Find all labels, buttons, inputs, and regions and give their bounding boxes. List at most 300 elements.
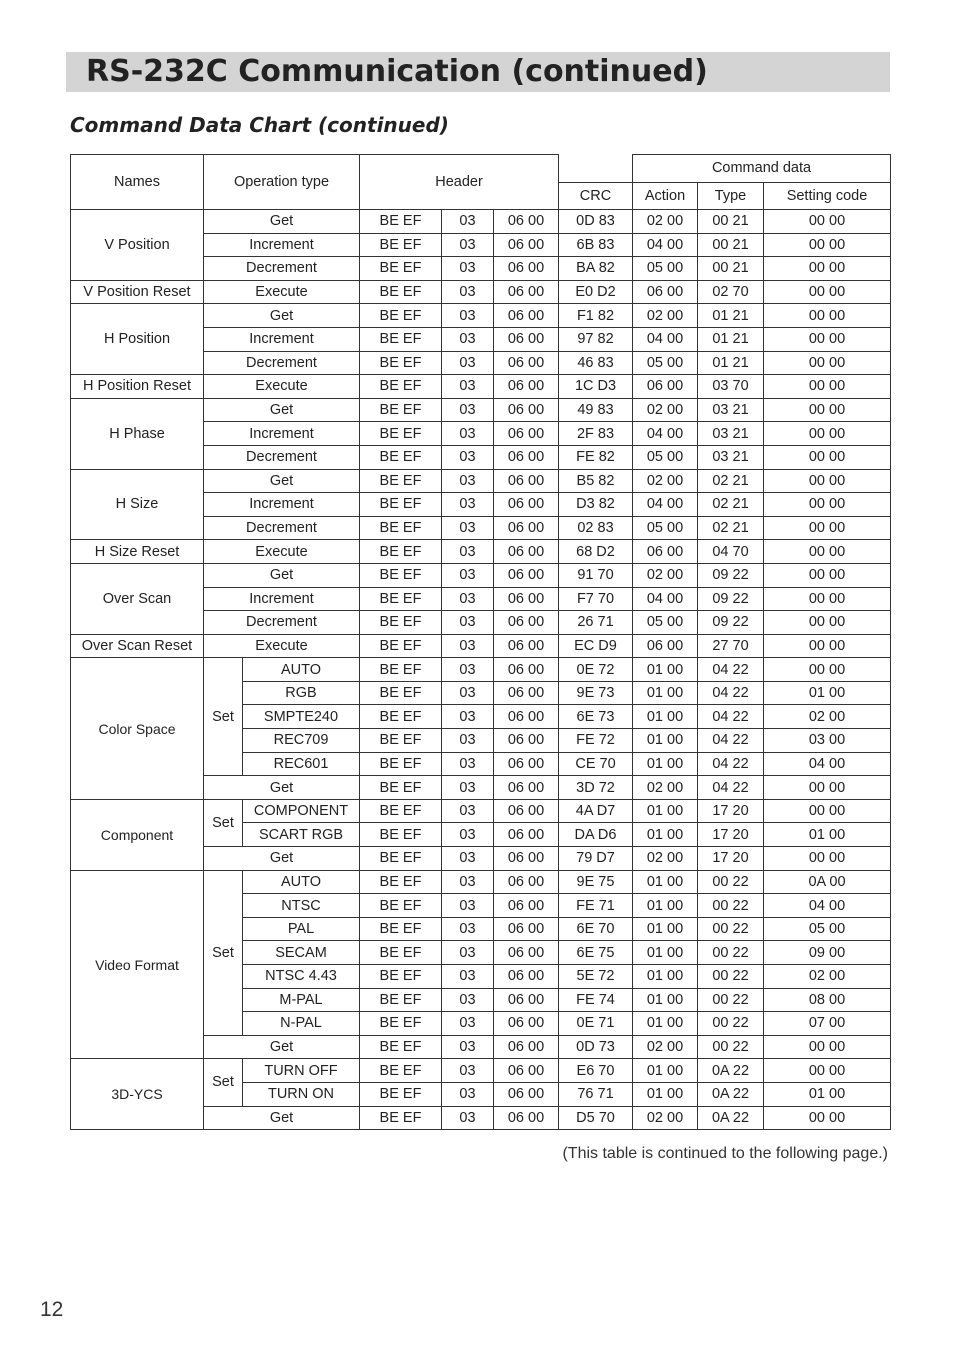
crc-cell: 6E 70 <box>559 917 633 941</box>
item-name-cell: Over Scan Reset <box>71 634 204 658</box>
header-byte-1-cell: BE EF <box>360 1012 442 1036</box>
crc-cell: 26 71 <box>559 611 633 635</box>
header-byte-3-cell: 06 00 <box>494 799 559 823</box>
header-byte-1-cell: BE EF <box>360 304 442 328</box>
setting-code-cell: 00 00 <box>764 563 891 587</box>
action-cell: 02 00 <box>633 1035 698 1059</box>
header-byte-3-cell: 06 00 <box>494 1035 559 1059</box>
action-cell: 04 00 <box>633 587 698 611</box>
action-cell: 04 00 <box>633 233 698 257</box>
crc-cell: 4A D7 <box>559 799 633 823</box>
header-byte-3-cell: 06 00 <box>494 257 559 281</box>
header-byte-2-cell: 03 <box>442 1012 494 1036</box>
operation-type-cell: Increment <box>204 233 360 257</box>
operation-type-cell: Get <box>204 1106 360 1130</box>
header-byte-2-cell: 03 <box>442 870 494 894</box>
type-cell: 00 22 <box>698 988 764 1012</box>
set-option-cell: REC601 <box>243 752 360 776</box>
type-cell: 03 21 <box>698 445 764 469</box>
action-cell: 01 00 <box>633 988 698 1012</box>
type-cell: 01 21 <box>698 304 764 328</box>
header-byte-1-cell: BE EF <box>360 469 442 493</box>
type-cell: 03 21 <box>698 398 764 422</box>
header-byte-3-cell: 06 00 <box>494 540 559 564</box>
set-option-cell: M-PAL <box>243 988 360 1012</box>
setting-code-cell: 00 00 <box>764 634 891 658</box>
action-cell: 01 00 <box>633 941 698 965</box>
type-cell: 0A 22 <box>698 1082 764 1106</box>
header-byte-1-cell: BE EF <box>360 894 442 918</box>
action-cell: 04 00 <box>633 493 698 517</box>
crc-cell: 6B 83 <box>559 233 633 257</box>
operation-type-cell: Execute <box>204 540 360 564</box>
type-cell: 03 70 <box>698 375 764 399</box>
header-byte-1-cell: BE EF <box>360 611 442 635</box>
header-byte-3-cell: 06 00 <box>494 587 559 611</box>
crc-cell: D5 70 <box>559 1106 633 1130</box>
crc-cell: F1 82 <box>559 304 633 328</box>
table-row <box>71 375 891 399</box>
header-byte-1-cell: BE EF <box>360 257 442 281</box>
crc-cell: F7 70 <box>559 587 633 611</box>
header-byte-2-cell: 03 <box>442 280 494 304</box>
table-row <box>71 658 891 682</box>
table-row <box>71 210 891 234</box>
setting-code-cell: 00 00 <box>764 587 891 611</box>
set-option-cell: PAL <box>243 917 360 941</box>
set-option-cell: SCART RGB <box>243 823 360 847</box>
item-name-cell: H Size Reset <box>71 540 204 564</box>
operation-type-cell: Execute <box>204 280 360 304</box>
operation-type-cell: Increment <box>204 327 360 351</box>
table-row <box>71 870 891 894</box>
setting-code-cell: 00 00 <box>764 799 891 823</box>
header-byte-1-cell: BE EF <box>360 398 442 422</box>
header-row-1 <box>71 155 891 183</box>
header-byte-1-cell: BE EF <box>360 375 442 399</box>
type-cell: 04 22 <box>698 658 764 682</box>
header-byte-2-cell: 03 <box>442 847 494 871</box>
type-cell: 17 20 <box>698 847 764 871</box>
table-row <box>71 280 891 304</box>
set-option-cell: NTSC 4.43 <box>243 965 360 989</box>
type-cell: 27 70 <box>698 634 764 658</box>
operation-type-cell: Decrement <box>204 351 360 375</box>
type-cell: 04 22 <box>698 729 764 753</box>
setting-code-cell: 05 00 <box>764 917 891 941</box>
crc-cell: D3 82 <box>559 493 633 517</box>
page-number: 12 <box>40 1298 64 1321</box>
item-name-cell: Video Format <box>71 870 204 1059</box>
action-cell: 01 00 <box>633 894 698 918</box>
header-byte-3-cell: 06 00 <box>494 398 559 422</box>
header-byte-1-cell: BE EF <box>360 729 442 753</box>
setting-code-cell: 00 00 <box>764 1059 891 1083</box>
header-byte-1-cell: BE EF <box>360 1059 442 1083</box>
crc-cell: 91 70 <box>559 563 633 587</box>
action-cell: 01 00 <box>633 1059 698 1083</box>
setting-code-cell: 00 00 <box>764 847 891 871</box>
action-cell: 01 00 <box>633 658 698 682</box>
crc-cell: FE 82 <box>559 445 633 469</box>
action-cell: 04 00 <box>633 422 698 446</box>
header-byte-1-cell: BE EF <box>360 233 442 257</box>
header-byte-2-cell: 03 <box>442 634 494 658</box>
header-names: Names <box>71 155 204 210</box>
action-cell: 05 00 <box>633 445 698 469</box>
type-cell: 00 22 <box>698 894 764 918</box>
header-byte-1-cell: BE EF <box>360 681 442 705</box>
action-cell: 01 00 <box>633 705 698 729</box>
header-byte-1-cell: BE EF <box>360 493 442 517</box>
header-byte-3-cell: 06 00 <box>494 847 559 871</box>
header-byte-1-cell: BE EF <box>360 587 442 611</box>
item-name-cell: H Phase <box>71 398 204 469</box>
header-crc-spacer <box>559 155 633 183</box>
header-byte-3-cell: 06 00 <box>494 729 559 753</box>
setting-code-cell: 08 00 <box>764 988 891 1012</box>
header-byte-2-cell: 03 <box>442 540 494 564</box>
type-cell: 04 70 <box>698 540 764 564</box>
crc-cell: 68 D2 <box>559 540 633 564</box>
section-subtitle: Command Data Chart (continued) <box>70 113 449 137</box>
header-byte-3-cell: 06 00 <box>494 351 559 375</box>
header-byte-3-cell: 06 00 <box>494 375 559 399</box>
action-cell: 05 00 <box>633 257 698 281</box>
action-cell: 06 00 <box>633 634 698 658</box>
header-byte-1-cell: BE EF <box>360 1106 442 1130</box>
crc-cell: B5 82 <box>559 469 633 493</box>
crc-cell: 02 83 <box>559 516 633 540</box>
set-label-cell: Set <box>204 870 243 1035</box>
type-cell: 04 22 <box>698 705 764 729</box>
header-byte-2-cell: 03 <box>442 799 494 823</box>
header-byte-3-cell: 06 00 <box>494 327 559 351</box>
action-cell: 02 00 <box>633 776 698 800</box>
setting-code-cell: 00 00 <box>764 422 891 446</box>
header-byte-2-cell: 03 <box>442 351 494 375</box>
action-cell: 01 00 <box>633 870 698 894</box>
type-cell: 0A 22 <box>698 1106 764 1130</box>
header-byte-3-cell: 06 00 <box>494 894 559 918</box>
action-cell: 02 00 <box>633 304 698 328</box>
crc-cell: 97 82 <box>559 327 633 351</box>
header-byte-1-cell: BE EF <box>360 540 442 564</box>
header-byte-2-cell: 03 <box>442 988 494 1012</box>
header-byte-3-cell: 06 00 <box>494 705 559 729</box>
action-cell: 01 00 <box>633 729 698 753</box>
header-byte-3-cell: 06 00 <box>494 563 559 587</box>
operation-type-cell: Execute <box>204 375 360 399</box>
item-name-cell: 3D-YCS <box>71 1059 204 1130</box>
operation-type-cell: Get <box>204 469 360 493</box>
header-byte-3-cell: 06 00 <box>494 917 559 941</box>
type-cell: 02 21 <box>698 469 764 493</box>
header-byte-2-cell: 03 <box>442 1059 494 1083</box>
header-byte-2-cell: 03 <box>442 917 494 941</box>
type-cell: 00 22 <box>698 1012 764 1036</box>
action-cell: 01 00 <box>633 965 698 989</box>
crc-cell: 0D 73 <box>559 1035 633 1059</box>
crc-cell: 6E 73 <box>559 705 633 729</box>
header-header: Header <box>360 155 559 210</box>
setting-code-cell: 00 00 <box>764 1035 891 1059</box>
operation-type-cell: Get <box>204 1035 360 1059</box>
header-setting-code: Setting code <box>764 182 891 210</box>
header-byte-1-cell: BE EF <box>360 870 442 894</box>
header-byte-2-cell: 03 <box>442 752 494 776</box>
header-action: Action <box>633 182 698 210</box>
type-cell: 02 21 <box>698 493 764 517</box>
header-byte-2-cell: 03 <box>442 587 494 611</box>
set-label-cell: Set <box>204 1059 243 1106</box>
header-byte-2-cell: 03 <box>442 823 494 847</box>
set-option-cell: TURN ON <box>243 1082 360 1106</box>
table-row <box>71 304 891 328</box>
type-cell: 02 21 <box>698 516 764 540</box>
header-byte-2-cell: 03 <box>442 516 494 540</box>
type-cell: 09 22 <box>698 563 764 587</box>
header-byte-3-cell: 06 00 <box>494 941 559 965</box>
header-byte-2-cell: 03 <box>442 257 494 281</box>
table-row <box>71 634 891 658</box>
header-byte-3-cell: 06 00 <box>494 681 559 705</box>
crc-cell: 46 83 <box>559 351 633 375</box>
header-byte-3-cell: 06 00 <box>494 445 559 469</box>
item-name-cell: Over Scan <box>71 563 204 634</box>
header-byte-2-cell: 03 <box>442 210 494 234</box>
table-body <box>71 155 891 1130</box>
header-byte-3-cell: 06 00 <box>494 304 559 328</box>
header-byte-2-cell: 03 <box>442 304 494 328</box>
type-cell: 09 22 <box>698 611 764 635</box>
setting-code-cell: 02 00 <box>764 705 891 729</box>
header-byte-2-cell: 03 <box>442 422 494 446</box>
crc-cell: CE 70 <box>559 752 633 776</box>
crc-cell: 5E 72 <box>559 965 633 989</box>
header-byte-2-cell: 03 <box>442 375 494 399</box>
header-byte-2-cell: 03 <box>442 1035 494 1059</box>
header-byte-2-cell: 03 <box>442 327 494 351</box>
type-cell: 0A 22 <box>698 1059 764 1083</box>
type-cell: 00 22 <box>698 941 764 965</box>
crc-cell: 9E 73 <box>559 681 633 705</box>
setting-code-cell: 00 00 <box>764 233 891 257</box>
header-byte-1-cell: BE EF <box>360 280 442 304</box>
header-byte-1-cell: BE EF <box>360 799 442 823</box>
setting-code-cell: 01 00 <box>764 681 891 705</box>
item-name-cell: H Position Reset <box>71 375 204 399</box>
crc-cell: FE 72 <box>559 729 633 753</box>
setting-code-cell: 00 00 <box>764 516 891 540</box>
crc-cell: FE 71 <box>559 894 633 918</box>
header-byte-2-cell: 03 <box>442 469 494 493</box>
header-byte-3-cell: 06 00 <box>494 870 559 894</box>
header-byte-3-cell: 06 00 <box>494 1059 559 1083</box>
action-cell: 06 00 <box>633 280 698 304</box>
header-byte-1-cell: BE EF <box>360 658 442 682</box>
header-byte-2-cell: 03 <box>442 965 494 989</box>
operation-type-cell: Get <box>204 210 360 234</box>
operation-type-cell: Decrement <box>204 445 360 469</box>
header-byte-2-cell: 03 <box>442 776 494 800</box>
setting-code-cell: 00 00 <box>764 445 891 469</box>
setting-code-cell: 00 00 <box>764 327 891 351</box>
action-cell: 01 00 <box>633 823 698 847</box>
header-operation-type: Operation type <box>204 155 360 210</box>
item-name-cell: H Position <box>71 304 204 375</box>
header-byte-1-cell: BE EF <box>360 917 442 941</box>
setting-code-cell: 00 00 <box>764 776 891 800</box>
operation-type-cell: Get <box>204 398 360 422</box>
header-byte-2-cell: 03 <box>442 233 494 257</box>
header-byte-2-cell: 03 <box>442 729 494 753</box>
set-option-cell: AUTO <box>243 658 360 682</box>
setting-code-cell: 03 00 <box>764 729 891 753</box>
operation-type-cell: Get <box>204 304 360 328</box>
header-byte-2-cell: 03 <box>442 681 494 705</box>
table-row <box>71 469 891 493</box>
header-byte-3-cell: 06 00 <box>494 516 559 540</box>
type-cell: 00 22 <box>698 917 764 941</box>
setting-code-cell: 04 00 <box>764 894 891 918</box>
header-byte-2-cell: 03 <box>442 445 494 469</box>
header-byte-3-cell: 06 00 <box>494 233 559 257</box>
set-label-cell: Set <box>204 658 243 776</box>
crc-cell: 9E 75 <box>559 870 633 894</box>
item-name-cell: H Size <box>71 469 204 540</box>
crc-cell: FE 74 <box>559 988 633 1012</box>
header-byte-3-cell: 06 00 <box>494 469 559 493</box>
crc-cell: E0 D2 <box>559 280 633 304</box>
header-byte-3-cell: 06 00 <box>494 988 559 1012</box>
type-cell: 04 22 <box>698 681 764 705</box>
header-byte-1-cell: BE EF <box>360 705 442 729</box>
crc-cell: DA D6 <box>559 823 633 847</box>
setting-code-cell: 00 00 <box>764 1106 891 1130</box>
header-byte-1-cell: BE EF <box>360 1035 442 1059</box>
table-row <box>71 799 891 823</box>
action-cell: 05 00 <box>633 351 698 375</box>
header-byte-2-cell: 03 <box>442 398 494 422</box>
operation-type-cell: Decrement <box>204 257 360 281</box>
setting-code-cell: 00 00 <box>764 658 891 682</box>
crc-cell: 3D 72 <box>559 776 633 800</box>
setting-code-cell: 00 00 <box>764 398 891 422</box>
type-cell: 00 22 <box>698 870 764 894</box>
header-byte-2-cell: 03 <box>442 941 494 965</box>
operation-type-cell: Execute <box>204 634 360 658</box>
header-byte-2-cell: 03 <box>442 1082 494 1106</box>
set-option-cell: AUTO <box>243 870 360 894</box>
header-byte-3-cell: 06 00 <box>494 1082 559 1106</box>
header-byte-3-cell: 06 00 <box>494 611 559 635</box>
header-byte-1-cell: BE EF <box>360 823 442 847</box>
setting-code-cell: 00 00 <box>764 304 891 328</box>
operation-type-cell: Decrement <box>204 516 360 540</box>
operation-type-cell: Increment <box>204 587 360 611</box>
header-byte-3-cell: 06 00 <box>494 752 559 776</box>
type-cell: 04 22 <box>698 776 764 800</box>
item-name-cell: Component <box>71 799 204 870</box>
setting-code-cell: 00 00 <box>764 351 891 375</box>
setting-code-cell: 01 00 <box>764 823 891 847</box>
set-option-cell: TURN OFF <box>243 1059 360 1083</box>
operation-type-cell: Get <box>204 776 360 800</box>
action-cell: 05 00 <box>633 516 698 540</box>
header-byte-1-cell: BE EF <box>360 752 442 776</box>
setting-code-cell: 07 00 <box>764 1012 891 1036</box>
set-option-cell: SMPTE240 <box>243 705 360 729</box>
crc-cell: 2F 83 <box>559 422 633 446</box>
crc-cell: 0E 72 <box>559 658 633 682</box>
header-byte-1-cell: BE EF <box>360 988 442 1012</box>
header-byte-3-cell: 06 00 <box>494 493 559 517</box>
header-byte-3-cell: 06 00 <box>494 965 559 989</box>
header-byte-1-cell: BE EF <box>360 563 442 587</box>
setting-code-cell: 00 00 <box>764 611 891 635</box>
header-byte-1-cell: BE EF <box>360 210 442 234</box>
table-row <box>71 1059 891 1083</box>
header-byte-3-cell: 06 00 <box>494 280 559 304</box>
header-byte-3-cell: 06 00 <box>494 1012 559 1036</box>
set-option-cell: COMPONENT <box>243 799 360 823</box>
header-byte-1-cell: BE EF <box>360 847 442 871</box>
header-byte-3-cell: 06 00 <box>494 823 559 847</box>
setting-code-cell: 01 00 <box>764 1082 891 1106</box>
header-byte-1-cell: BE EF <box>360 351 442 375</box>
crc-cell: 79 D7 <box>559 847 633 871</box>
set-option-cell: SECAM <box>243 941 360 965</box>
item-name-cell: V Position Reset <box>71 280 204 304</box>
action-cell: 04 00 <box>633 327 698 351</box>
setting-code-cell: 0A 00 <box>764 870 891 894</box>
item-name-cell: V Position <box>71 210 204 281</box>
operation-type-cell: Increment <box>204 493 360 517</box>
page-title: RS-232C Communication (continued) <box>86 54 708 89</box>
action-cell: 06 00 <box>633 540 698 564</box>
command-data-table <box>70 154 891 1130</box>
setting-code-cell: 00 00 <box>764 540 891 564</box>
continued-note: (This table is continued to the following page.) <box>562 1145 888 1162</box>
set-option-cell: RGB <box>243 681 360 705</box>
type-cell: 01 21 <box>698 327 764 351</box>
header-byte-3-cell: 06 00 <box>494 634 559 658</box>
type-cell: 00 22 <box>698 965 764 989</box>
header-byte-3-cell: 06 00 <box>494 776 559 800</box>
action-cell: 05 00 <box>633 611 698 635</box>
type-cell: 04 22 <box>698 752 764 776</box>
set-option-cell: N-PAL <box>243 1012 360 1036</box>
type-cell: 09 22 <box>698 587 764 611</box>
action-cell: 01 00 <box>633 799 698 823</box>
header-byte-3-cell: 06 00 <box>494 1106 559 1130</box>
crc-cell: 1C D3 <box>559 375 633 399</box>
setting-code-cell: 00 00 <box>764 493 891 517</box>
type-cell: 01 21 <box>698 351 764 375</box>
crc-cell: E6 70 <box>559 1059 633 1083</box>
header-byte-3-cell: 06 00 <box>494 210 559 234</box>
crc-cell: 6E 75 <box>559 941 633 965</box>
table-row <box>71 540 891 564</box>
action-cell: 02 00 <box>633 563 698 587</box>
crc-cell: 0D 83 <box>559 210 633 234</box>
operation-type-cell: Get <box>204 847 360 871</box>
type-cell: 00 21 <box>698 210 764 234</box>
table-row <box>71 563 891 587</box>
header-byte-2-cell: 03 <box>442 658 494 682</box>
type-cell: 02 70 <box>698 280 764 304</box>
